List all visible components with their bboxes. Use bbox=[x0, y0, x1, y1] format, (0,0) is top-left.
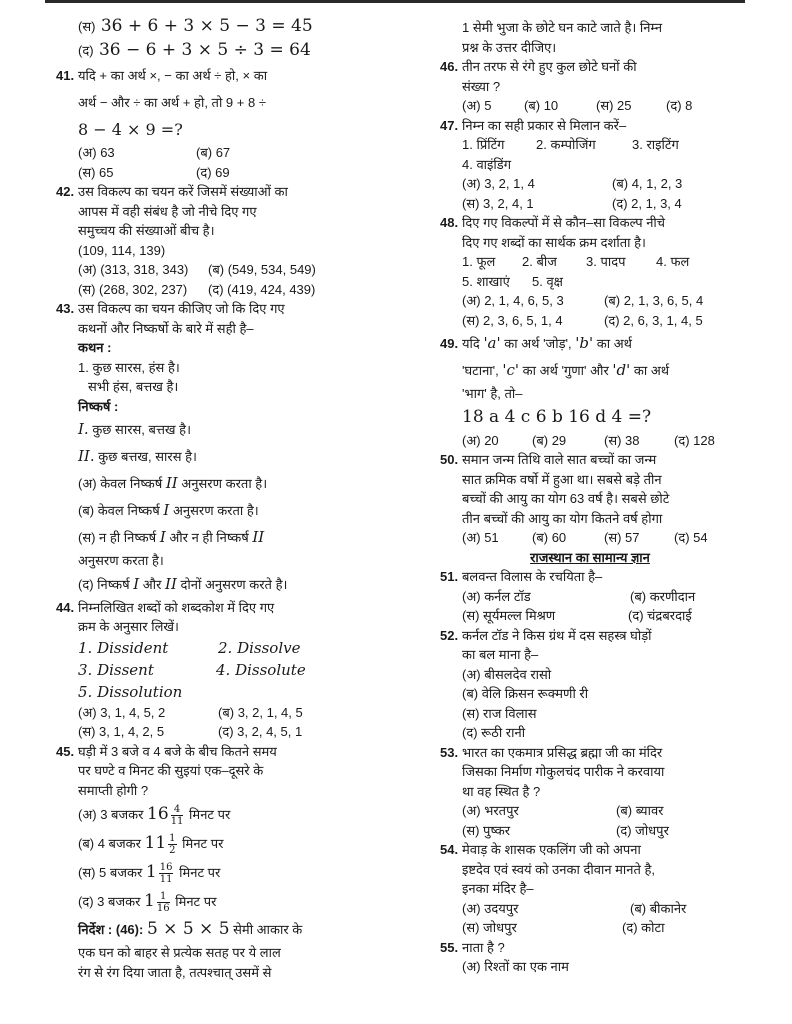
option: (द) निष्कर्ष I और II दोनों अनुसरण करते है। bbox=[78, 574, 288, 593]
option: (ब) केवल निष्कर्ष I अनुसरण करता है। bbox=[78, 501, 259, 519]
question-text: यदि + का अर्थ ×, − का अर्थ ÷ हो, × का bbox=[78, 68, 268, 83]
question-text: था वह स्थित है ? bbox=[462, 783, 541, 799]
option: (ब) (549, 534, 549) bbox=[208, 262, 316, 277]
item: 5. शाखाएं bbox=[462, 273, 510, 289]
option: (द) 2, 1, 3, 4 bbox=[612, 195, 682, 211]
directions-continued bbox=[440, 18, 740, 57]
question-text: दिए गए शब्दों का सार्थक क्रम दर्शाता है। bbox=[462, 234, 646, 250]
question-47 bbox=[440, 116, 740, 214]
directions-text: प्रश्न के उत्तर दीजिए। bbox=[462, 39, 557, 55]
question-number: 46. bbox=[440, 59, 459, 74]
option: (द) कोटा bbox=[622, 920, 665, 935]
question-number: 49. bbox=[440, 336, 459, 351]
question-46 bbox=[440, 57, 740, 116]
question-text: क्रम के अनुसार लिखें। bbox=[78, 619, 179, 634]
conclusion: II. कुछ बत्तख, सारस है। bbox=[78, 447, 197, 465]
option: (अ) उदयपुर bbox=[462, 900, 519, 916]
question-expression: 8 − 4 × 9 =? bbox=[78, 120, 183, 139]
question-51 bbox=[440, 567, 740, 626]
question-number: 45. bbox=[56, 743, 75, 759]
fraction: $\frac{1}{16}$ bbox=[156, 891, 170, 915]
question-52 bbox=[440, 626, 740, 743]
option: (द) 3 बजकर 1 $\frac{1}{16}$ मिनट पर bbox=[78, 891, 217, 915]
question-text: उस विकल्प का चयन करें जिसमें संख्याओं का bbox=[78, 184, 288, 199]
option: (अ) (313, 318, 343) bbox=[78, 262, 189, 277]
directions-46: निर्देश : (46): 5 × 5 × 5 सेमी आकार के एक घन को बाहर से प्रत्येक सतह पर ये लाल रंग से रंग दिया जाता है, तत्पश्चात् उसमें से bbox=[56, 916, 386, 982]
question-text: बच्चों की आयु का योग 63 वर्ष है। सबसे छोटे bbox=[462, 491, 670, 506]
option: (अ) भरतपुर bbox=[462, 803, 519, 818]
question-44 bbox=[56, 598, 386, 742]
question-number: 51. bbox=[440, 569, 459, 584]
question-number: 42. bbox=[56, 184, 75, 199]
option: (स) 57 bbox=[604, 530, 640, 545]
question-54 bbox=[440, 840, 740, 938]
question-number: 43. bbox=[56, 301, 75, 316]
given-set: (109, 114, 139) bbox=[78, 242, 166, 258]
option: (स) जोधपुर bbox=[462, 920, 517, 935]
option: (ब) बीकानेर bbox=[630, 900, 687, 916]
question-text: इनका मंदिर है– bbox=[462, 881, 534, 896]
option: (अ) 20 bbox=[462, 432, 499, 448]
option: (ब) ब्यावर bbox=[616, 803, 664, 818]
word: 2. Dissolve bbox=[218, 638, 301, 657]
option: (ब) 4, 1, 2, 3 bbox=[612, 176, 683, 191]
option: (अ) 3, 1, 4, 5, 2 bbox=[78, 704, 166, 720]
option: (द) 3, 2, 4, 5, 1 bbox=[218, 724, 303, 739]
option: (अ) 5 bbox=[462, 98, 492, 113]
option: (स) न ही निष्कर्ष I और न ही निष्कर्ष II bbox=[78, 528, 265, 546]
fraction: $\frac{4}{11}$ bbox=[170, 804, 184, 828]
item: 3. पादप bbox=[586, 254, 626, 269]
question-43 bbox=[56, 299, 386, 598]
option: (द) 54 bbox=[674, 530, 708, 545]
option: (स) 38 bbox=[604, 432, 640, 448]
item: 3. राइटिंग bbox=[632, 137, 679, 152]
item: 2. बीज bbox=[522, 254, 557, 269]
conclusions-label: निष्कर्ष : bbox=[78, 398, 119, 414]
option: (ब) 4 बजकर 11 $\frac{1}{2}$ मिनट पर bbox=[78, 833, 224, 857]
option: (द) 69 bbox=[196, 164, 230, 180]
question-number: 50. bbox=[440, 452, 459, 467]
question-text: कथनों और निष्कर्षो के बारे में सही है– bbox=[78, 320, 254, 336]
question-text: तीन बच्चों की आयु का योग कितने वर्ष होगा bbox=[462, 510, 663, 526]
option: (अ) 2, 1, 4, 6, 5, 3 bbox=[462, 293, 564, 308]
question-48 bbox=[440, 213, 740, 330]
option: (स) पुष्कर bbox=[462, 822, 511, 838]
question-text: आपस में वही संबंध है जो नीचे दिए गए bbox=[78, 203, 257, 219]
right-column bbox=[440, 18, 740, 977]
option: (द) 8 bbox=[666, 98, 693, 113]
option: (द) रूठी रानी bbox=[462, 725, 526, 740]
question-text: जिसका निर्माण गोकुलचंद पारीक ने करवाया bbox=[462, 764, 665, 779]
question-text: का बल माना है– bbox=[462, 647, 539, 662]
option: (स) (268, 302, 237) bbox=[78, 281, 188, 297]
question-number: 48. bbox=[440, 215, 459, 230]
option: (अ) केवल निष्कर्ष II अनुसरण करता है। bbox=[78, 474, 268, 492]
question-number: 53. bbox=[440, 744, 459, 760]
option: (ब) 3, 2, 1, 4, 5 bbox=[218, 704, 303, 720]
question-text: समान जन्म तिथि वाले सात बच्चों का जन्म bbox=[462, 452, 657, 467]
option-continued: अनुसरण करता है। bbox=[78, 553, 164, 568]
word: 5. Dissolution bbox=[78, 682, 183, 701]
word: 4. Dissolute bbox=[216, 660, 306, 679]
option: (द) चंद्रबरदाई bbox=[628, 608, 692, 623]
question-number: 55. bbox=[440, 939, 459, 955]
question-number: 52. bbox=[440, 627, 459, 643]
question-number: 47. bbox=[440, 117, 459, 133]
left-column bbox=[56, 14, 386, 982]
question-text: 'भाग' है, तो– bbox=[462, 386, 523, 401]
option: (ब) वेलि क्रिसन रूक्मणी री bbox=[462, 686, 589, 701]
question-text: बलवन्त विलास के रचयिता है– bbox=[462, 569, 603, 584]
item: 5. वृक्ष bbox=[532, 273, 564, 289]
question-text: मेवाड़ के शासक एकलिंग जी को अपना bbox=[462, 842, 641, 857]
directions-label: निर्देश : (46): bbox=[78, 922, 144, 937]
word: 3. Dissent bbox=[78, 660, 154, 679]
question-text: समाप्ती होगी ? bbox=[78, 782, 149, 798]
statements-label: कथन : bbox=[78, 340, 112, 355]
question-text: पर घण्टे व मिनट की सुइयां एक–दूसरे के bbox=[78, 763, 264, 778]
option: (द) 2, 6, 3, 1, 4, 5 bbox=[604, 312, 703, 328]
option: (अ) 3, 2, 1, 4 bbox=[462, 176, 535, 191]
question-53 bbox=[440, 743, 740, 841]
question-text: सात क्रमिक वर्षो में हुआ था। सबसे बड़े तीन bbox=[462, 471, 662, 487]
option: (ब) 2, 1, 3, 6, 5, 4 bbox=[604, 293, 704, 308]
question-text: तीन तरफ से रंगे हुए कुल छोटे घनों की bbox=[462, 59, 637, 74]
option-c: (स) 36 + 6 + 3 × 5 − 3 = 45 bbox=[78, 16, 313, 36]
option: (स) सूर्यमल्ल मिश्रण bbox=[462, 608, 556, 623]
option: (अ) कर्नल टॉड bbox=[462, 588, 531, 604]
option-d: (द) 36 − 6 + 3 × 5 ÷ 3 = 64 bbox=[78, 40, 311, 60]
option: (स) 5 बजकर 1 $\frac{16}{11}$ मिनट पर bbox=[78, 862, 221, 886]
question-text: यदि 'a' का अर्थ 'जोड़', 'b' का अर्थ bbox=[462, 334, 632, 352]
item: 1. फूल bbox=[462, 254, 496, 269]
conclusion: I. कुछ सारस, बत्तख है। bbox=[78, 420, 192, 438]
question-text: उस विकल्प का चयन कीजिए जो कि दिए गए bbox=[78, 301, 285, 316]
question-number: 44. bbox=[56, 599, 75, 615]
option: (ब) 10 bbox=[524, 98, 559, 113]
item: 4. वाइंडिंग bbox=[462, 156, 512, 172]
option: (अ) 63 bbox=[78, 145, 115, 160]
question-text: निम्न का सही प्रकार से मिलान करें– bbox=[462, 117, 627, 133]
section-heading: राजस्थान का सामान्य ज्ञान bbox=[530, 549, 650, 565]
option: (द) जोधपुर bbox=[616, 822, 669, 838]
top-rule bbox=[45, 0, 745, 3]
question-55 bbox=[440, 938, 740, 977]
question-50 bbox=[440, 450, 740, 548]
question-text: 'घटाना', 'c' का अर्थ 'गुणा' और 'd' का अर्थ bbox=[462, 361, 670, 379]
directions-text: रंग से रंग दिया जाता है, तत्पश्चात् उसमें से bbox=[78, 964, 272, 980]
option: (स) 3, 1, 4, 2, 5 bbox=[78, 724, 165, 739]
item: 4. फल bbox=[656, 254, 690, 269]
fraction: $\frac{16}{11}$ bbox=[159, 862, 173, 886]
question-number: 41. bbox=[56, 68, 75, 83]
statement: सभी हंस, बत्तख है। bbox=[88, 379, 179, 394]
option: (अ) बीसलदेव रासो bbox=[462, 666, 552, 682]
item: 1. प्रिंटिंग bbox=[462, 137, 505, 152]
directions-text: 1 सेमी भुजा के छोटे घन काटे जाते है। निम्न bbox=[462, 20, 663, 35]
item: 2. कम्पोजिंग bbox=[536, 137, 596, 152]
option: (स) 25 bbox=[596, 98, 632, 113]
question-42 bbox=[56, 182, 386, 299]
question-text: इष्टदेव एवं स्वयं को उनका दीवान मानते है, bbox=[462, 861, 656, 877]
question-40-tail bbox=[56, 14, 386, 62]
option: (अ) 51 bbox=[462, 530, 499, 545]
option: (अ) रिश्तों का एक नाम bbox=[462, 959, 569, 974]
question-text: निम्नलिखित शब्दों को शब्दकोश में दिए गए bbox=[78, 599, 275, 615]
option: (स) 2, 3, 6, 5, 1, 4 bbox=[462, 312, 563, 328]
directions-text: एक घन को बाहर से प्रत्येक सतह पर ये लाल bbox=[78, 945, 281, 960]
option: (ब) 67 bbox=[196, 145, 231, 160]
question-45 bbox=[56, 742, 386, 917]
option: (द) (419, 424, 439) bbox=[208, 281, 316, 297]
fraction: $\frac{1}{2}$ bbox=[169, 833, 176, 857]
question-number: 54. bbox=[440, 842, 459, 857]
word: 1. Dissident bbox=[78, 638, 169, 657]
question-text: भारत का एकमात्र प्रसिद्ध ब्रह्मा जी का मंदिर bbox=[462, 744, 663, 760]
question-text: घड़ी में 3 बजे व 4 बजे के बीच कितने समय bbox=[78, 743, 277, 759]
question-49 bbox=[440, 330, 740, 450]
option: (ब) 60 bbox=[532, 530, 567, 545]
question-41 bbox=[56, 62, 386, 182]
option: (स) राज विलास bbox=[462, 705, 537, 721]
statement: 1. कुछ सारस, हंस है। bbox=[78, 359, 180, 375]
question-text: नाता है ? bbox=[462, 939, 505, 955]
option: (ब) 29 bbox=[532, 432, 567, 448]
option: (स) 3, 2, 4, 1 bbox=[462, 195, 534, 211]
question-text: दिए गए विकल्पों में से कौन–सा विकल्प नीचे bbox=[462, 215, 666, 230]
option: (ब) करणीदान bbox=[630, 588, 696, 604]
question-text: अर्थ − और ÷ का अर्थ + हो, तो 9 + 8 ÷ bbox=[78, 95, 266, 110]
question-text: संख्या ? bbox=[462, 78, 501, 94]
option: (द) 128 bbox=[674, 432, 715, 448]
option: (अ) 3 बजकर 16 $\frac{4}{11}$ मिनट पर bbox=[78, 804, 231, 828]
option: (स) 65 bbox=[78, 164, 114, 180]
question-expression: 18 a 4 c 6 b 16 d 4 =? bbox=[462, 406, 652, 427]
question-text: कर्नल टॉड ने किस ग्रंथ में दस सहस्त्र घोड़ों bbox=[462, 627, 652, 643]
question-text: समुच्चय की संख्याओं बीच है। bbox=[78, 223, 215, 238]
